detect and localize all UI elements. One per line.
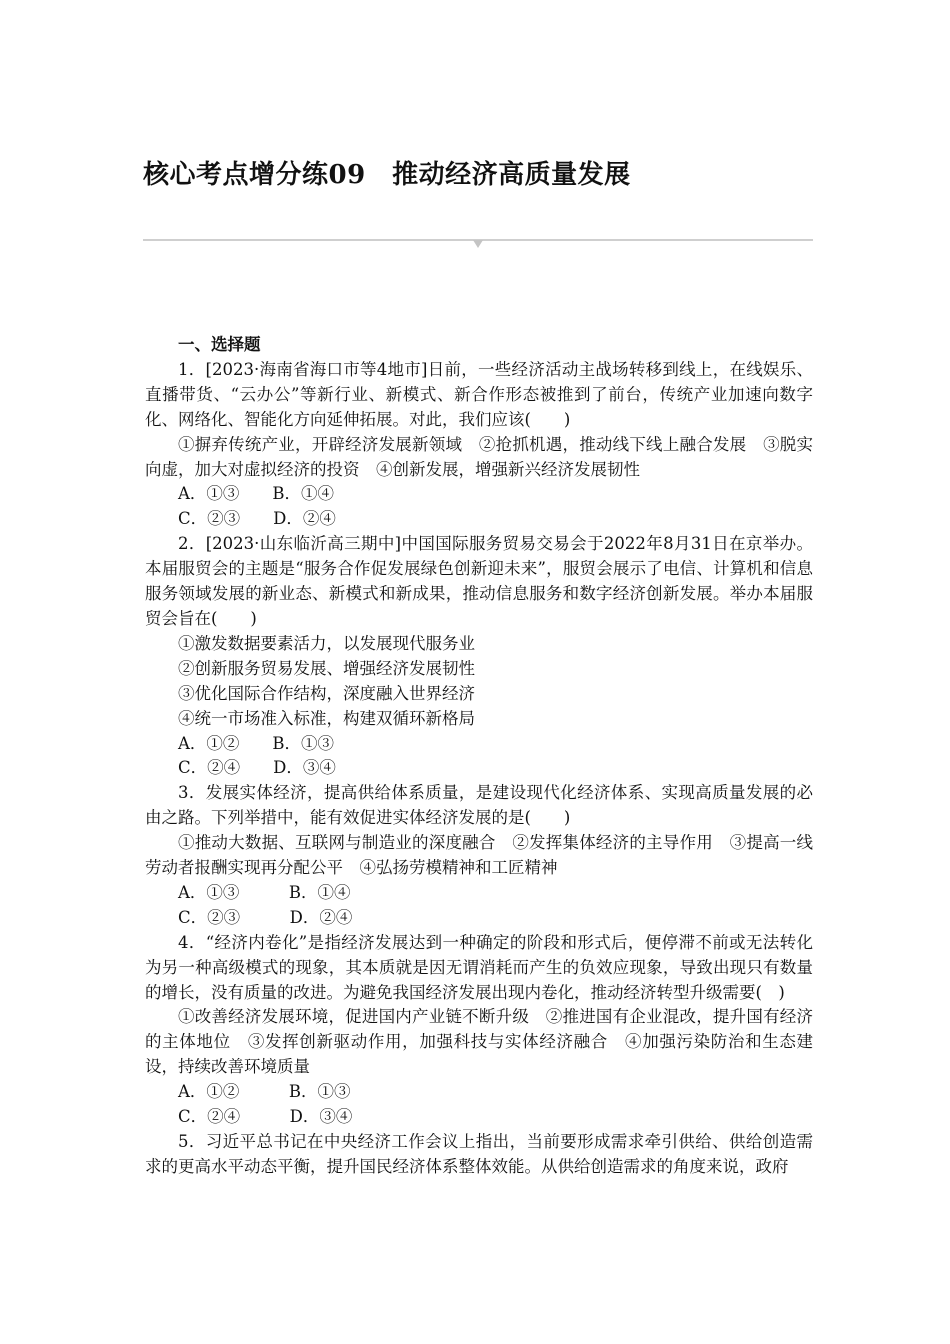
question-4-options-cd: C．②④ D．③④ [178, 1107, 353, 1127]
document-body [145, 333, 813, 1180]
question-3-items: ①推动大数据、互联网与制造业的深度融合 ②发挥集体经济的主导作用 ③提高一线劳动者报酬实现再分配公平 ④弘扬劳模精神和工匠精神 [145, 833, 813, 878]
question-2-options-ab: A．①② B．①③ [178, 733, 335, 753]
question-4-stem: 4．“经济内卷化”是指经济发展达到一种确定的阶段和形式后，便停滞不前或无法转化为另一种高级模式的现象，其本质就是因无谓消耗而产生的负效应现象，导致出现只有数量的增长，没有质量的改进。为避免我国经济发展出现内卷化，推动经济转型升级需要( ) [145, 932, 813, 1002]
question-3-options-ab: A．①③ B．①④ [178, 882, 351, 902]
divider-arrow-icon [473, 240, 483, 248]
question-3-options-cd: C．②③ D．②④ [178, 907, 353, 927]
question-2-item-1: ①激发数据要素活力，以发展现代服务业 [178, 633, 475, 653]
question-1-options-ab: A．①③ B．①④ [178, 484, 335, 504]
question-2-item-4: ④统一市场准入标准，构建双循环新格局 [178, 708, 475, 728]
question-2-options-cd: C．②④ D．③④ [178, 758, 336, 778]
question-2-item-3: ③优化国际合作结构，深度融入世界经济 [178, 683, 475, 703]
question-2-item-2: ②创新服务贸易发展、增强经济发展韧性 [178, 658, 475, 678]
question-1-items: ①摒弃传统产业，开辟经济发展新领域 ②抢抓机遇，推动线下线上融合发展 ③脱实向虚，加大对虚拟经济的投资 ④创新发展，增强新兴经济发展韧性 [145, 434, 813, 479]
question-1-stem: 1．[2023·海南省海口市等4地市]日前，一些经济活动主战场转移到线上，在线娱乐、直播带货、“云办公”等新行业、新模式、新合作形态被推到了前台，传统产业加速向数字化、网络化、智能化方向延伸拓展。对此，我们应该( ) [145, 359, 813, 429]
question-4-options-ab: A．①② B．①③ [178, 1082, 351, 1102]
question-4-items: ①改善经济发展环境，促进国内产业链不断升级 ②推进国有企业混改，提升国有经济的主体地位 ③发挥创新驱动作用，加强科技与实体经济融合 ④加强污染防治和生态建设，持续改善环境质量 [145, 1007, 813, 1077]
section-heading: 一、选择题 [178, 335, 261, 354]
question-3-stem: 3．发展实体经济，提高供给体系质量，是建设现代化经济体系、实现高质量发展的必由之路。下列举措中，能有效促进实体经济发展的是( ) [145, 783, 813, 828]
page-title: 核心考点增分练09 推动经济高质量发展 [143, 160, 631, 190]
question-2-stem: 2．[2023·山东临沂高三期中]中国国际服务贸易交易会于2022年8月31日在京举办。本届服贸会的主题是“服务合作促发展绿色创新迎未来”，服贸会展示了电信、计算机和信息服务领域发展的新业态、新模式和新成果，推动信息服务和数字经济创新发展。举办本届服贸会旨在( ) [145, 534, 813, 628]
question-5-stem: 5．习近平总书记在中央经济工作会议上指出，当前要形成需求牵引供给、供给创造需求的更高水平动态平衡，提升国民经济体系整体效能。从供给创造需求的角度来说，政府 [145, 1132, 813, 1176]
question-1-options-cd: C．②③ D．②④ [178, 509, 336, 529]
